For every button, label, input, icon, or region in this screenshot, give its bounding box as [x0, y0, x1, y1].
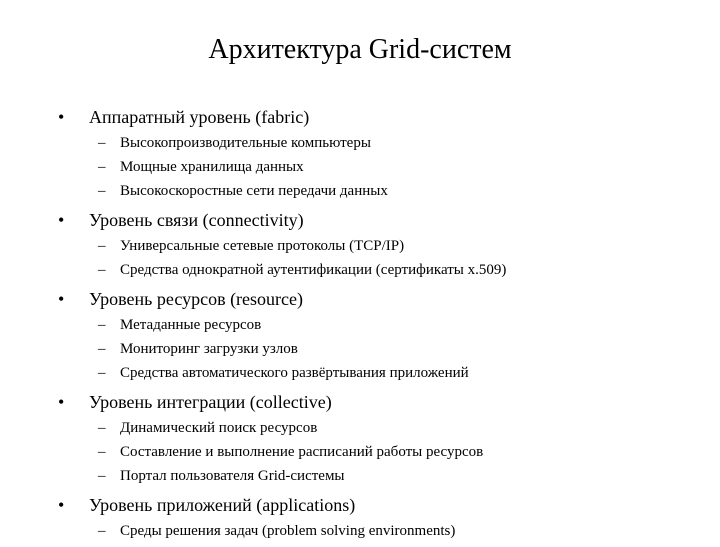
- bullet-label: Уровень связи (connectivity): [89, 210, 304, 230]
- sub-bullet-label: Высокопроизводительные компьютеры: [120, 135, 371, 151]
- bullet-label: Уровень приложений (applications): [89, 495, 356, 515]
- sub-bullet-label: Составление и выполнение расписаний работы ресурсов: [120, 444, 484, 460]
- sub-bullet-label: Метаданные ресурсов: [120, 317, 262, 333]
- dash-icon: –: [98, 238, 106, 254]
- dash-icon: –: [98, 420, 106, 436]
- sub-bullet: [58, 179, 708, 203]
- sub-bullet-label: Динамический поиск ресурсов: [120, 420, 318, 436]
- bullet-resource: [58, 286, 708, 312]
- dash-icon: –: [98, 468, 106, 484]
- bullet-applications: [58, 492, 708, 518]
- sub-bullet: [58, 234, 708, 258]
- bullet-icon: •: [58, 107, 65, 127]
- sublist-connectivity: [58, 234, 708, 282]
- dash-icon: –: [98, 159, 106, 175]
- bullet-icon: •: [58, 495, 65, 515]
- sub-bullet-label: Портал пользователя Grid-системы: [120, 468, 345, 484]
- sub-bullet: [58, 313, 708, 337]
- sub-bullet-label: Средства автоматического развёртывания приложений: [120, 365, 469, 381]
- sub-bullet: [58, 464, 708, 488]
- sub-bullet-label: Мощные хранилища данных: [120, 159, 304, 175]
- sub-bullet: [58, 416, 708, 440]
- sub-bullet-label: Высокоскоростные сети передачи данных: [120, 183, 388, 199]
- slide-title: Архитектура Grid-систем: [208, 34, 512, 65]
- dash-icon: –: [98, 183, 106, 199]
- sublist-applications: [58, 519, 708, 543]
- sub-bullet: [58, 131, 708, 155]
- dash-icon: –: [98, 523, 106, 539]
- bullet-icon: •: [58, 210, 65, 230]
- dash-icon: –: [98, 262, 106, 278]
- bullet-label: Уровень ресурсов (resource): [89, 289, 304, 309]
- sub-bullet-label: Средства однократной аутентификации (сертификаты x.509): [120, 262, 507, 278]
- bullet-label: Уровень интеграции (collective): [89, 392, 332, 412]
- sub-bullet: [58, 258, 708, 282]
- dash-icon: –: [98, 317, 106, 333]
- bullet-label: Аппаратный уровень (fabric): [89, 107, 310, 127]
- sub-bullet-label: Универсальные сетевые протоколы (TCP/IP): [120, 238, 405, 254]
- sub-bullet: [58, 155, 708, 179]
- bullet-icon: •: [58, 289, 65, 309]
- bullet-fabric: [58, 104, 708, 130]
- dash-icon: –: [98, 135, 106, 151]
- dash-icon: –: [98, 341, 106, 357]
- sub-bullet-label: Мониторинг загрузки узлов: [120, 341, 298, 357]
- dash-icon: –: [98, 365, 106, 381]
- sub-bullet: [58, 361, 708, 385]
- bullet-list: [58, 104, 708, 547]
- sub-bullet: [58, 337, 708, 361]
- sub-bullet: [58, 519, 708, 543]
- sublist-resource: [58, 313, 708, 385]
- dash-icon: –: [98, 444, 106, 460]
- sublist-collective: [58, 416, 708, 488]
- sub-bullet-label: Среды решения задач (problem solving environments): [120, 523, 456, 539]
- bullet-connectivity: [58, 207, 708, 233]
- sub-bullet: [58, 440, 708, 464]
- bullet-icon: •: [58, 392, 65, 412]
- sublist-fabric: [58, 131, 708, 203]
- bullet-collective: [58, 389, 708, 415]
